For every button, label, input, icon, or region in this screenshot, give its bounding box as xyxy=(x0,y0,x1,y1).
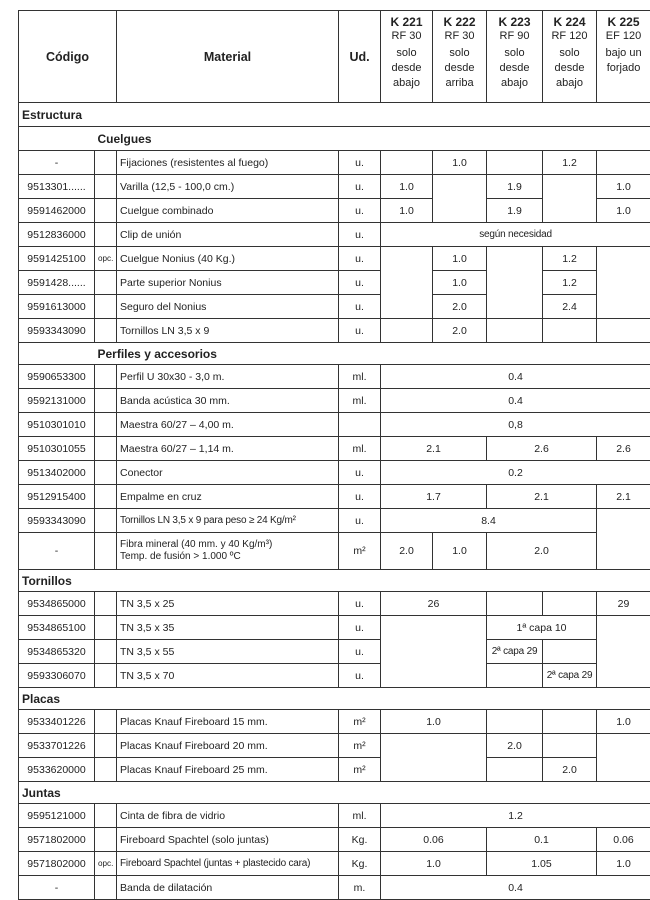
row-ud: u. xyxy=(339,616,381,640)
row-code: - xyxy=(19,151,95,175)
row-ud: ml. xyxy=(339,389,381,413)
row-ud: u. xyxy=(339,223,381,247)
row-code: 9591613000 xyxy=(19,295,95,319)
table-row xyxy=(19,461,650,485)
row-code: 9512915400 xyxy=(19,485,95,509)
table-row xyxy=(19,271,650,295)
row-value: 2.0 xyxy=(543,758,597,782)
row-code: 9591428...... xyxy=(19,271,95,295)
section-title: Placas xyxy=(19,688,650,710)
section-juntas xyxy=(19,782,650,804)
row-ud: m² xyxy=(339,710,381,734)
row-material: Clip de unión xyxy=(117,223,339,247)
row-value: 1.0 xyxy=(433,533,487,570)
table-row xyxy=(19,758,650,782)
table-row xyxy=(19,247,650,271)
row-value: 2.1 xyxy=(597,485,650,509)
row-value: 1.2 xyxy=(381,804,650,828)
table-row xyxy=(19,592,650,616)
row-material: Maestra 60/27 – 1,14 m. xyxy=(117,437,339,461)
row-value: 2.0 xyxy=(433,319,487,343)
row-value: 1.0 xyxy=(433,271,487,295)
header-k225: K 225 EF 120 bajo un forjado xyxy=(597,11,650,103)
row-material: Maestra 60/27 – 4,00 m. xyxy=(117,413,339,437)
row-ud: u. xyxy=(339,247,381,271)
row-ud: m. xyxy=(339,876,381,900)
row-code: 9512836000 xyxy=(19,223,95,247)
row-value: 2.6 xyxy=(597,437,650,461)
row-material: Fireboard Spachtel (juntas + plastecido cara) xyxy=(117,852,339,876)
row-code: 9595121000 xyxy=(19,804,95,828)
row-value: 2.1 xyxy=(381,437,487,461)
row-material: TN 3,5 x 55 xyxy=(117,640,339,664)
row-ud: u. xyxy=(339,319,381,343)
materials-sheet xyxy=(18,10,638,884)
table-row xyxy=(19,828,650,852)
row-code: 9571802000 xyxy=(19,852,95,876)
row-material: Seguro del Nonius xyxy=(117,295,339,319)
table-row xyxy=(19,876,650,900)
row-ud: ml. xyxy=(339,365,381,389)
row-code: 9534865100 xyxy=(19,616,95,640)
row-value: 1.2 xyxy=(543,151,597,175)
row-ud: u. xyxy=(339,485,381,509)
row-ud: u. xyxy=(339,640,381,664)
row-code: 9591462000 xyxy=(19,199,95,223)
section-tornillos xyxy=(19,570,650,592)
row-value: según necesidad xyxy=(381,223,650,247)
row-value: 1.2 xyxy=(543,247,597,271)
table-row xyxy=(19,734,650,758)
row-code: 9593343090 xyxy=(19,319,95,343)
row-code: 9592131000 xyxy=(19,389,95,413)
table-row xyxy=(19,616,650,640)
table-row xyxy=(19,413,650,437)
row-ud: u. xyxy=(339,461,381,485)
row-code: 9510301055 xyxy=(19,437,95,461)
row-value: 1.0 xyxy=(597,199,650,223)
row-ud: ml. xyxy=(339,437,381,461)
row-code: 9534865320 xyxy=(19,640,95,664)
row-value: 1.0 xyxy=(381,199,433,223)
row-value: 0.2 xyxy=(381,461,650,485)
row-value: 0.1 xyxy=(487,828,597,852)
row-ud: u. xyxy=(339,664,381,688)
row-value: 2.0 xyxy=(487,533,597,570)
row-value: 8.4 xyxy=(381,509,597,533)
table-row xyxy=(19,175,650,199)
row-material: Conector xyxy=(117,461,339,485)
table-row xyxy=(19,389,650,413)
section-title: Tornillos xyxy=(19,570,650,592)
section-placas xyxy=(19,688,650,710)
row-code: 9510301010 xyxy=(19,413,95,437)
row-ud: Kg. xyxy=(339,852,381,876)
header-k221: K 221 RF 30 solo desde abajo xyxy=(381,11,433,103)
row-value: 2.1 xyxy=(487,485,597,509)
row-value: 2.4 xyxy=(543,295,597,319)
row-material: TN 3,5 x 70 xyxy=(117,664,339,688)
row-ud: u. xyxy=(339,592,381,616)
row-value: 2.6 xyxy=(487,437,597,461)
section-estructura xyxy=(19,103,650,127)
row-ud: u. xyxy=(339,175,381,199)
row-code: 9533701226 xyxy=(19,734,95,758)
header-k222: K 222 RF 30 solo desde arriba xyxy=(433,11,487,103)
row-code: 9534865000 xyxy=(19,592,95,616)
row-value: 0.4 xyxy=(381,365,650,389)
row-code: 9533620000 xyxy=(19,758,95,782)
row-code: - xyxy=(19,533,95,570)
row-material: TN 3,5 x 35 xyxy=(117,616,339,640)
row-value: 1.0 xyxy=(433,247,487,271)
row-value: 1.0 xyxy=(597,852,650,876)
row-material: Fireboard Spachtel (solo juntas) xyxy=(117,828,339,852)
row-code: 9571802000 xyxy=(19,828,95,852)
optional-tag: opc. xyxy=(95,247,117,271)
row-ud: m² xyxy=(339,533,381,570)
subsection-perfiles xyxy=(19,343,650,365)
row-material: Cuelgue Nonius (40 Kg.) xyxy=(117,247,339,271)
row-material: Empalme en cruz xyxy=(117,485,339,509)
row-ud: u. xyxy=(339,271,381,295)
row-ud: u. xyxy=(339,151,381,175)
row-value: 0.06 xyxy=(597,828,650,852)
row-material: Tornillos LN 3,5 x 9 para peso ≥ 24 Kg/m² xyxy=(117,509,339,533)
row-value: 1.0 xyxy=(381,710,487,734)
header-codigo: Código xyxy=(19,11,117,103)
header-k223: K 223 RF 90 solo desde abajo xyxy=(487,11,543,103)
row-ud: ml. xyxy=(339,804,381,828)
row-value: 1.9 xyxy=(487,199,543,223)
table-row xyxy=(19,295,650,319)
row-ud: u. xyxy=(339,509,381,533)
row-code: - xyxy=(19,876,95,900)
row-material: Perfil U 30x30 - 3,0 m. xyxy=(117,365,339,389)
row-material: Fijaciones (resistentes al fuego) xyxy=(117,151,339,175)
row-code: 9593306070 xyxy=(19,664,95,688)
header-k224: K 224 RF 120 solo desde abajo xyxy=(543,11,597,103)
materials-table xyxy=(18,10,650,900)
row-value: 1.0 xyxy=(597,710,650,734)
row-value: 1ª capa 10 xyxy=(487,616,597,640)
row-material: Cuelgue combinado xyxy=(117,199,339,223)
row-material: Varilla (12,5 - 100,0 cm.) xyxy=(117,175,339,199)
row-material: Placas Knauf Fireboard 15 mm. xyxy=(117,710,339,734)
row-value: 2.0 xyxy=(381,533,433,570)
row-material: TN 3,5 x 25 xyxy=(117,592,339,616)
row-value: 1.0 xyxy=(433,151,487,175)
row-ud xyxy=(339,413,381,437)
row-value: 0,8 xyxy=(381,413,650,437)
table-row xyxy=(19,485,650,509)
row-material: Tornillos LN 3,5 x 9 xyxy=(117,319,339,343)
optional-tag: opc. xyxy=(95,852,117,876)
table-row xyxy=(19,804,650,828)
row-value: 1.0 xyxy=(597,175,650,199)
row-value: 1.0 xyxy=(381,175,433,199)
row-code: 9533401226 xyxy=(19,710,95,734)
header-ud: Ud. xyxy=(339,11,381,103)
table-row xyxy=(19,437,650,461)
section-title: Estructura xyxy=(19,103,650,127)
row-ud: m² xyxy=(339,734,381,758)
table-row xyxy=(19,223,650,247)
row-material: Placas Knauf Fireboard 25 mm. xyxy=(117,758,339,782)
subsection-title: Cuelgues xyxy=(95,127,650,151)
table-row xyxy=(19,319,650,343)
row-value: 0.4 xyxy=(381,876,650,900)
row-ud: u. xyxy=(339,295,381,319)
header-material: Material xyxy=(117,11,339,103)
table-row xyxy=(19,533,650,570)
subsection-title: Perfiles y accesorios xyxy=(95,343,650,365)
row-code: 9591425100 xyxy=(19,247,95,271)
row-ud: Kg. xyxy=(339,828,381,852)
row-ud: m² xyxy=(339,758,381,782)
row-ud: u. xyxy=(339,199,381,223)
row-material: Parte superior Nonius xyxy=(117,271,339,295)
row-code: 9593343090 xyxy=(19,509,95,533)
row-material: Cinta de fibra de vidrio xyxy=(117,804,339,828)
row-code: 9513301...... xyxy=(19,175,95,199)
row-value: 26 xyxy=(381,592,487,616)
section-title: Juntas xyxy=(19,782,650,804)
row-material: Banda acústica 30 mm. xyxy=(117,389,339,413)
table-row xyxy=(19,852,650,876)
row-code: 9590653300 xyxy=(19,365,95,389)
row-material: Placas Knauf Fireboard 20 mm. xyxy=(117,734,339,758)
table-row xyxy=(19,664,650,688)
row-value: 29 xyxy=(597,592,650,616)
table-row xyxy=(19,640,650,664)
row-value: 1.7 xyxy=(381,485,487,509)
row-material: Fibra mineral (40 mm. y 40 Kg/m³) Temp. de fusión > 1.000 ºC xyxy=(117,533,339,570)
row-material: Banda de dilatación xyxy=(117,876,339,900)
table-row xyxy=(19,151,650,175)
row-value: 1.05 xyxy=(487,852,597,876)
row-value: 1.0 xyxy=(381,852,487,876)
header-row xyxy=(19,11,650,103)
row-value: 2ª capa 29 xyxy=(487,640,543,664)
row-value: 0.06 xyxy=(381,828,487,852)
table-row xyxy=(19,365,650,389)
row-value: 1.9 xyxy=(487,175,543,199)
row-value: 0.4 xyxy=(381,389,650,413)
row-value: 1.2 xyxy=(543,271,597,295)
subsection-cuelgues xyxy=(19,127,650,151)
row-value: 2.0 xyxy=(487,734,543,758)
table-row xyxy=(19,710,650,734)
row-value: 2.0 xyxy=(433,295,487,319)
row-value: 2ª capa 29 xyxy=(543,664,597,688)
table-row xyxy=(19,509,650,533)
row-code: 9513402000 xyxy=(19,461,95,485)
